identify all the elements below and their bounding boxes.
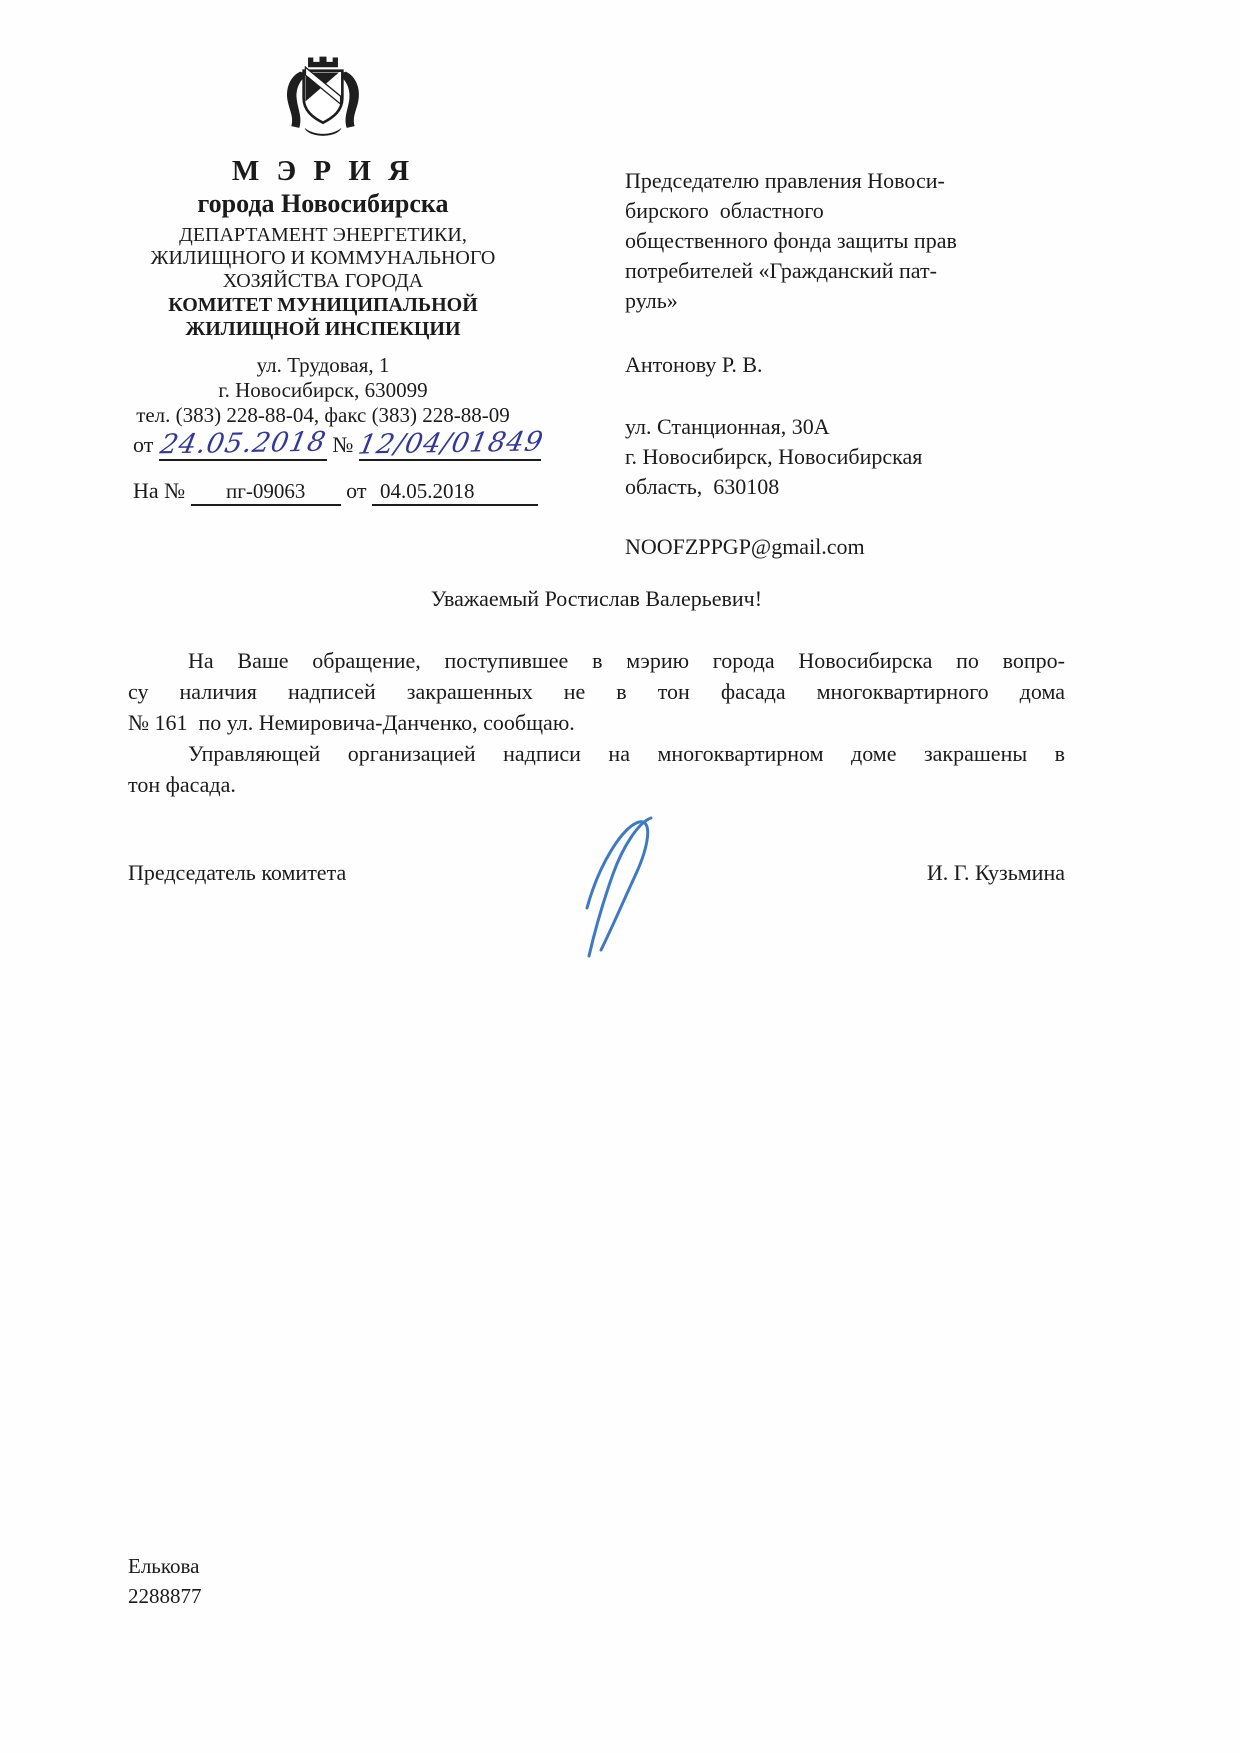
org-subtitle: города Новосибирска: [197, 189, 449, 218]
executor-block: [128, 1551, 202, 1611]
sender-street: ул. Трудовая, 1: [256, 353, 390, 377]
committee-line: КОМИТЕТ МУНИЦИПАЛЬНОЙ: [168, 294, 478, 316]
salutation: Уважаемый Ростислав Валерьевич!: [430, 586, 763, 611]
incoming-reference-line: [133, 478, 553, 506]
sender-phone-fax: тел. (383) 228-88-04, факс (383) 228-88-09: [136, 403, 510, 427]
city-coat-of-arms-icon: [279, 52, 367, 144]
recipient-block: [625, 166, 1085, 562]
department-line: ДЕПАРТАМЕНТ ЭНЕРГЕТИКИ,: [179, 224, 467, 246]
executor-name: Елькова: [128, 1554, 200, 1578]
letterhead: [118, 52, 528, 428]
signer-name: И. Г. Кузьмина: [926, 860, 1065, 885]
from-label: от: [133, 432, 154, 457]
recipient-address: [625, 412, 1085, 502]
recipient-org-line: общественного фонда защиты прав: [625, 228, 957, 253]
recipient-org-line: Председателю правления Новоси-: [625, 168, 945, 193]
recipient-address-line: г. Новосибирск, Новосибирская: [625, 444, 923, 469]
outgoing-reference-line: [133, 428, 553, 472]
recipient-org-line: руль»: [625, 288, 678, 313]
recipient-address-line: ул. Станционная, 30А: [625, 414, 830, 439]
reply-from-label: от: [346, 478, 367, 503]
body-line: № 161 по ул. Немировича-Данченко, сообщаю.: [128, 710, 575, 735]
body-line: Управляющей организацией надписи на многоквартирном доме закрашены в: [188, 741, 1065, 766]
letter-body: [128, 645, 1065, 800]
sender-address: [118, 353, 528, 428]
department-line: ЖИЛИЩНОГО И КОММУНАЛЬНОГО: [150, 247, 496, 269]
outgoing-date-field: [159, 428, 327, 461]
signer-position-title: Председатель комитета: [128, 860, 347, 885]
department-line: ХОЗЯЙСТВА ГОРОДА: [222, 270, 424, 292]
outgoing-number-field: [355, 426, 546, 461]
handwritten-outgoing-date: 24.05.2018: [157, 426, 329, 461]
number-sign: №: [332, 432, 354, 457]
body-line: На Ваше обращение, поступившее в мэрию города Новосибирска по вопро-: [188, 648, 1065, 673]
handwritten-signature: [545, 812, 695, 962]
org-title: М Э Р И Я: [231, 155, 415, 187]
committee-line: ЖИЛИЩНОЙ ИНСПЕКЦИИ: [185, 318, 461, 340]
body-line: су наличия надписей закрашенных не в тон фасада многоквартирного дома: [128, 679, 1065, 704]
recipient-address-line: область, 630108: [625, 474, 780, 499]
reference-block: [133, 428, 553, 506]
incoming-date-field: 04.05.2018: [372, 479, 538, 506]
executor-phone: 2288877: [128, 1584, 202, 1608]
recipient-org-line: потребителей «Гражданский пат-: [625, 258, 937, 283]
reply-label: На №: [133, 478, 186, 503]
body-line: тон фасада.: [128, 772, 236, 797]
sender-city: г. Новосибирск, 630099: [218, 378, 428, 402]
incoming-number-field: пг-09063: [191, 479, 341, 506]
department-name: [118, 224, 528, 341]
recipient-email: NOOFZPPGP@gmail.com: [625, 534, 865, 559]
recipient-person: Антонову Р. В.: [625, 352, 763, 377]
recipient-org-line: бирского областного: [625, 198, 824, 223]
handwritten-outgoing-number: 12/04/01849: [355, 426, 546, 461]
